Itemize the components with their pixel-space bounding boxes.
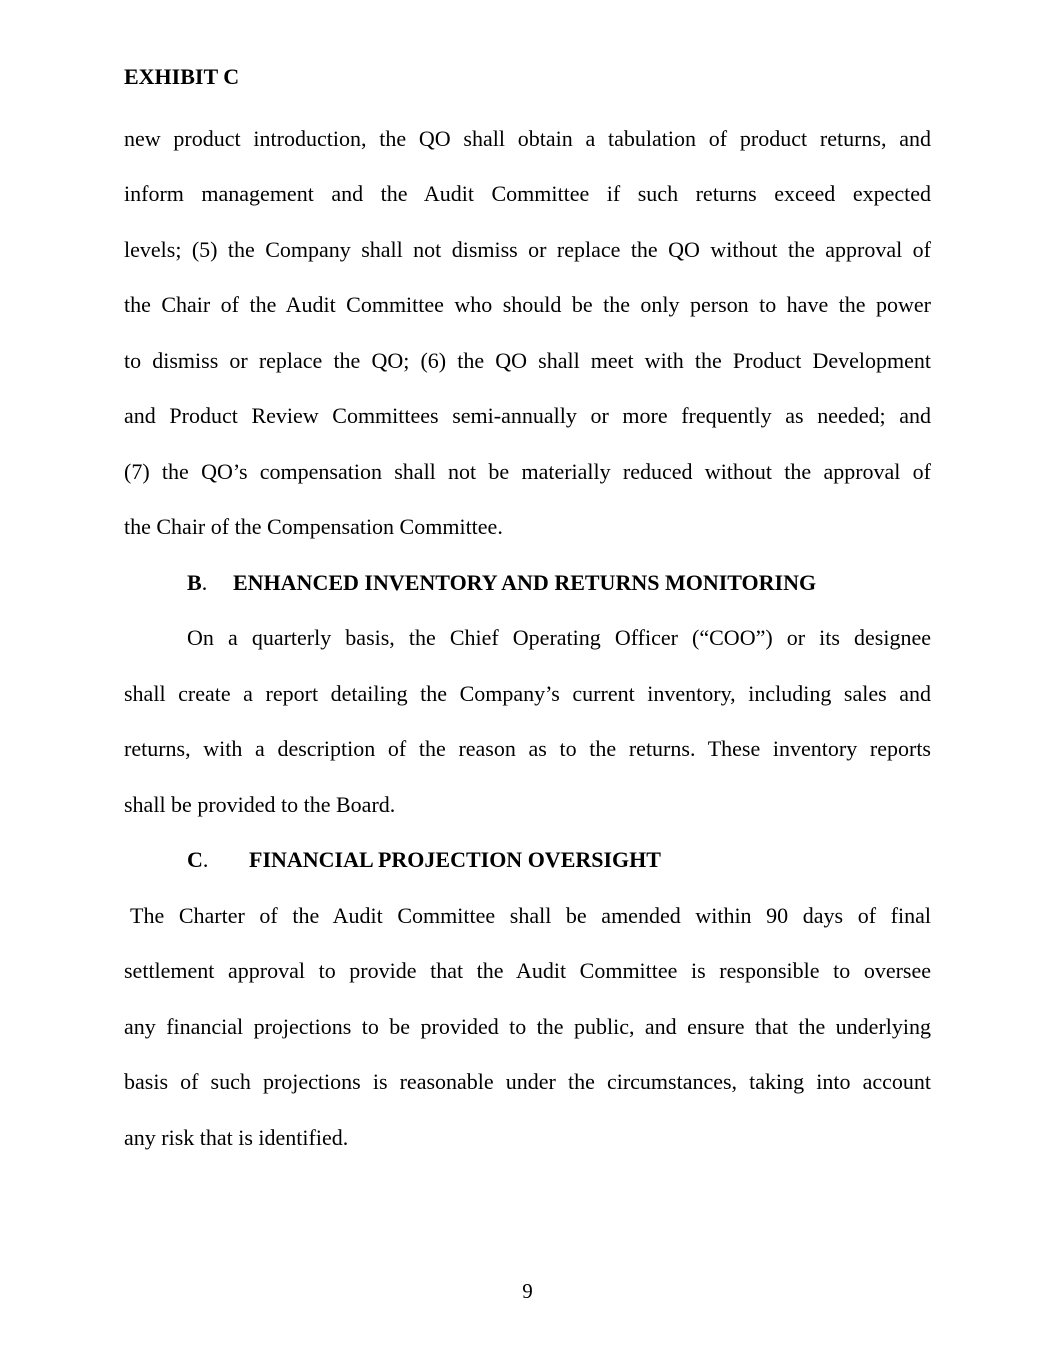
paragraph-line: shall be provided to the Board.: [124, 792, 396, 817]
section-c-title: FINANCIAL PROJECTION OVERSIGHT: [249, 847, 661, 872]
paragraph-line: the Chair of the Audit Committee who should be the only person to have the power: [124, 292, 931, 317]
paragraph-line: to dismiss or replace the QO; (6) the QO shall meet with the Product Development: [124, 348, 931, 373]
paragraph-line: any risk that is identified.: [124, 1125, 349, 1150]
paragraph-line: levels; (5) the Company shall not dismiss or replace the QO without the approval of: [124, 237, 931, 262]
section-b-letter: B: [187, 570, 202, 595]
paragraph-line: On a quarterly basis, the Chief Operating Officer (“COO”) or its designee: [187, 625, 931, 650]
paragraph-line: new product introduction, the QO shall obtain a tabulation of product returns, and: [124, 126, 931, 151]
paragraph-line: basis of such projections is reasonable under the circumstances, taking into account: [124, 1069, 931, 1094]
section-b-heading: B. ENHANCED INVENTORY AND RETURNS MONITORING: [187, 568, 907, 598]
paragraph-line: settlement approval to provide that the Audit Committee is responsible to oversee: [124, 958, 931, 983]
section-c-heading: C. FINANCIAL PROJECTION OVERSIGHT: [187, 845, 787, 875]
section-c-letter: C: [187, 847, 203, 872]
page-number: 9: [522, 1279, 533, 1303]
paragraph-line: any financial projections to be provided to the public, and ensure that the underlying: [124, 1014, 931, 1039]
paragraph-line: The Charter of the Audit Committee shall be amended within 90 days of final: [130, 903, 931, 928]
paragraph-line: (7) the QO’s compensation shall not be materially reduced without the approval of: [124, 459, 931, 484]
exhibit-label: EXHIBIT C: [124, 64, 240, 89]
paragraph-line: inform management and the Audit Committee if such returns exceed expected: [124, 181, 931, 206]
paragraph-line: returns, with a description of the reason as to the returns. These inventory reports: [124, 736, 931, 761]
section-b-title: ENHANCED INVENTORY AND RETURNS MONITORING: [233, 570, 817, 595]
paragraph-line: and Product Review Committees semi-annually or more frequently as needed; and: [124, 403, 931, 428]
paragraph-line: the Chair of the Compensation Committee.: [124, 514, 503, 539]
paragraph-line: shall create a report detailing the Company’s current inventory, including sales and: [124, 681, 931, 706]
